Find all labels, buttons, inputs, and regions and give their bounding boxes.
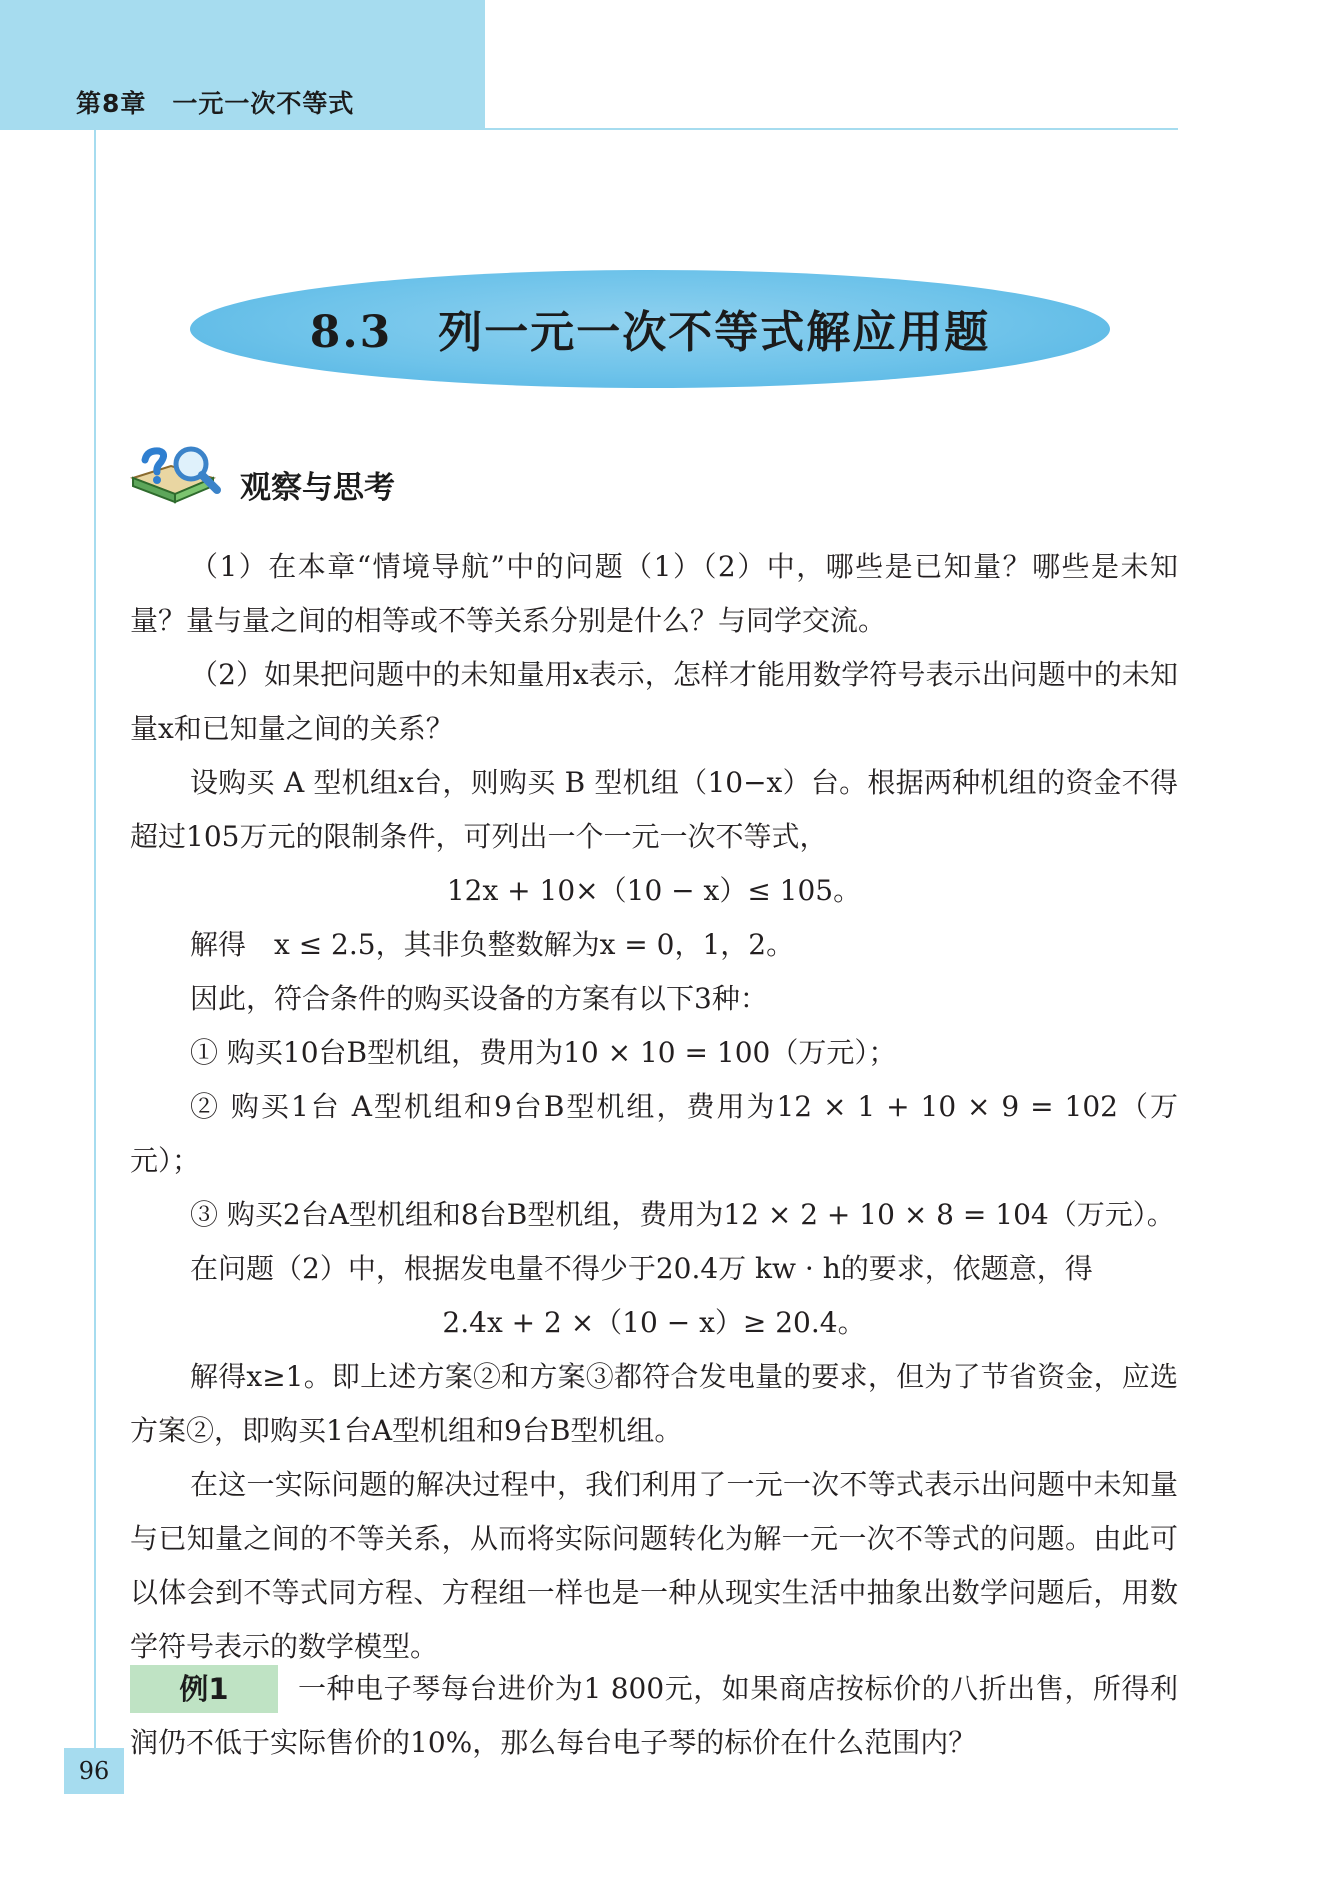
chapter-label: 第8章 一元一次不等式 (76, 89, 355, 118)
example-tag: 例1 (130, 1665, 278, 1713)
inequality-formula-2: 2.4x + 2 ×（10 − x）≥ 20.4。 (442, 1306, 866, 1339)
paragraph-solution: 解得 x ≤ 2.5，其非负整数解为x = 0，1，2。 (190, 928, 795, 961)
paragraph-setup: 设购买 A 型机组x台，则购买 B 型机组（10−x）台。根据两种机组的资金不得超过105万元的限制条件，可列出一个一元一次不等式， (130, 766, 1178, 853)
page-number: 96 (64, 1748, 124, 1794)
paragraph-question-1: （1）在本章“情境导航”中的问题（1）（2）中，哪些是已知量？哪些是未知量？量与量之间的相等或不等关系分别是什么？与同学交流。 (130, 550, 1178, 637)
plan-item-1: ① 购买10台B型机组，费用为10 × 10 = 100（万元）； (190, 1036, 897, 1069)
book-magnifier-question-icon (125, 420, 225, 515)
inequality-formula-1: 12x + 10×（10 − x）≤ 105。 (446, 874, 862, 907)
paragraph-plans-intro: 因此，符合条件的购买设备的方案有以下3种： (190, 982, 768, 1015)
paragraph-question-2: （2）如果把问题中的未知量用x表示，怎样才能用数学符号表示出问题中的未知量x和已知量之间的关系？ (130, 658, 1178, 745)
example-text: 一种电子琴每台进价为1 800元，如果商店按标价的八折出售，所得利润仍不低于实际售价的10%，那么每台电子琴的标价在什么范围内？ (130, 1672, 1178, 1759)
observe-and-think-heading: 观察与思考 (240, 470, 395, 506)
plan-item-3: ③ 购买2台A型机组和8台B型机组，费用为12 × 2 + 10 × 8 = 104（万元）。 (190, 1198, 1175, 1231)
paragraph-summary: 在这一实际问题的解决过程中，我们利用了一元一次不等式表示出问题中未知量与已知量之间的不等关系，从而将实际问题转化为解一元一次不等式的问题。由此可以体会到不等式同方程、方程组一样也是一种从现实生活中抽象出数学问题后，用数学符号表示的数学模型。 (130, 1468, 1178, 1663)
margin-rule (94, 130, 96, 1760)
paragraph-choice: 解得x≥1。即上述方案②和方案③都符合发电量的要求，但为了节省资金，应选方案②，即购买1台A型机组和9台B型机组。 (130, 1360, 1178, 1447)
paragraph-question-2-condition: 在问题（2）中，根据发电量不得少于20.4万 kw · h的要求，依题意，得 (190, 1252, 1093, 1285)
plan-item-2: ② 购买1台 A型机组和9台B型机组，费用为12 × 1 + 10 × 9 = 102（万元）； (130, 1090, 1178, 1177)
header-rule (485, 128, 1178, 130)
section-title: 8.3 列一元一次不等式解应用题 (309, 307, 991, 358)
